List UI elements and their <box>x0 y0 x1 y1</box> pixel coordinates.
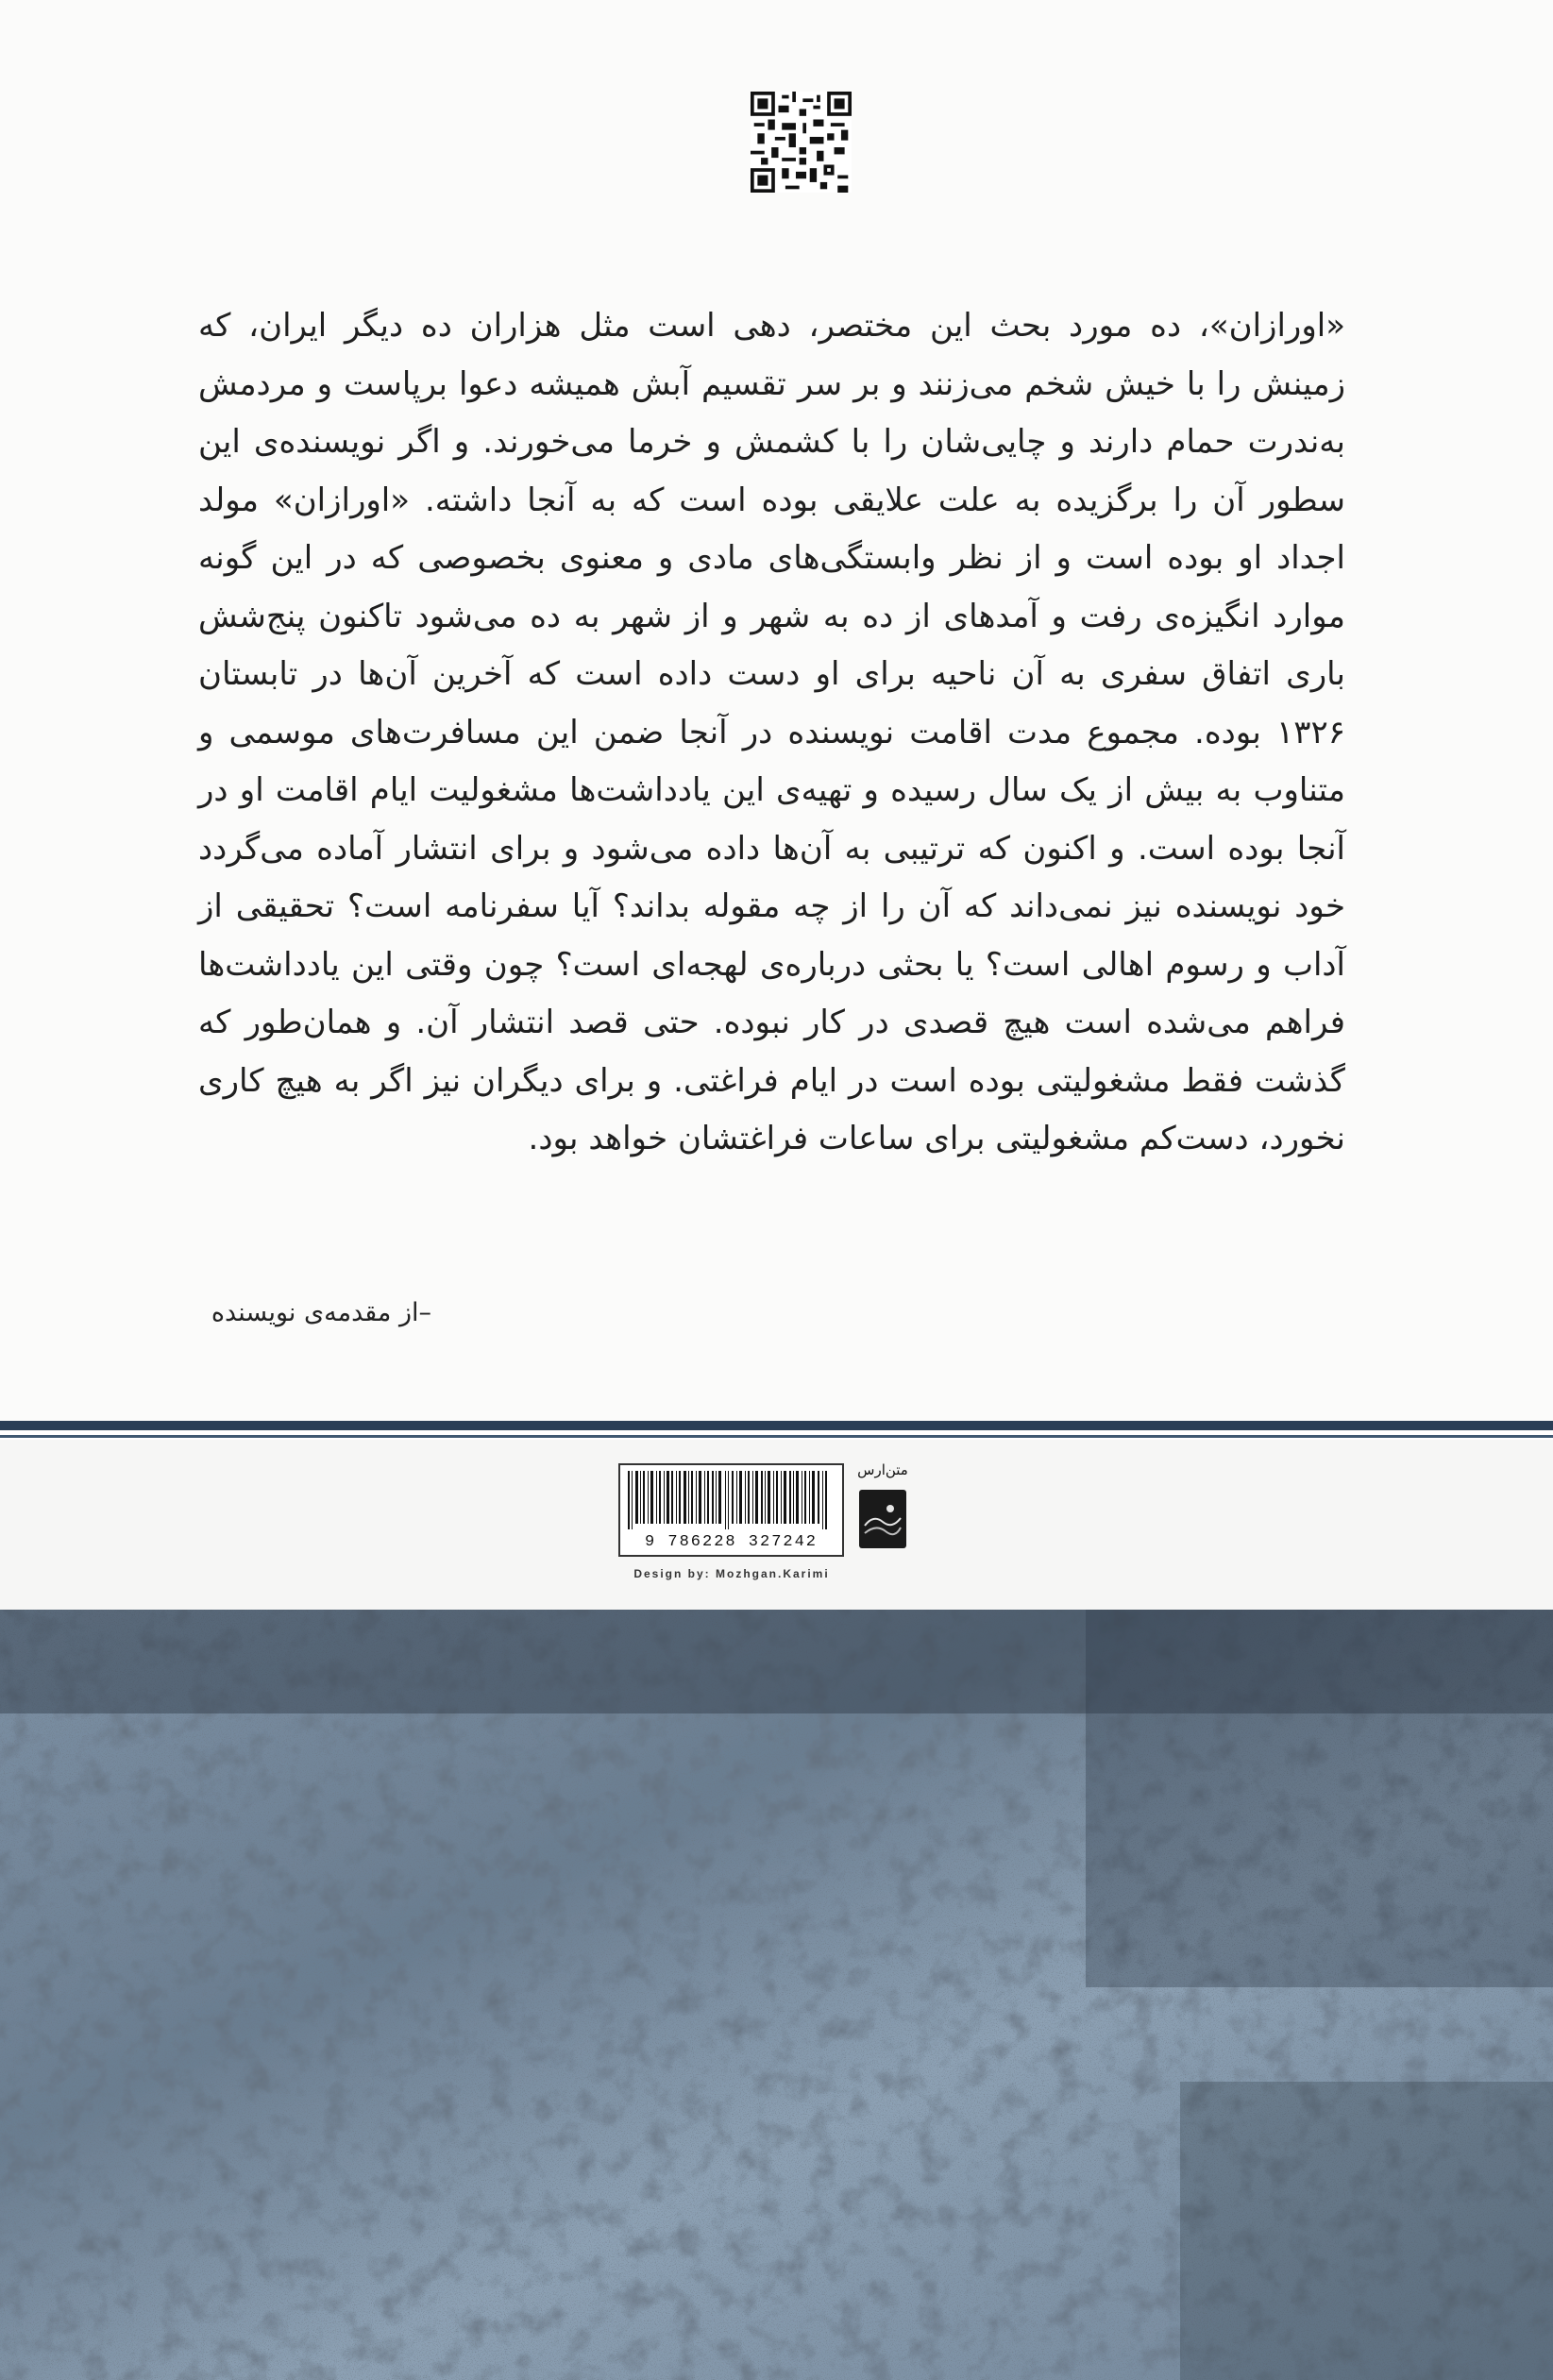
publisher-name: متن‌ارس <box>857 1461 908 1478</box>
divider-line <box>0 1435 1553 1438</box>
publisher-logo-icon <box>859 1490 906 1548</box>
back-cover-blurb: «اورازان»، ده مورد بحث این مختصر، دهی است مثل هزاران ده دیگر ایران، که زمینش را با خیش شخم می‌زنند و بر سر تقسیم آبش همیشه دعوا برپاست و مردمش به‌ندرت حمام دارند و چایی‌شان را با کشمش و خرما می‌خورند. و اگر نویسنده‌ی این سطور آن را برگزیده به علت علایقی بوده است که به آنجا داشته. «اورازان» مولد اجداد او بوده است و از نظر وابستگی‌های مادی و معنوی بخصوصی که در این گونه موارد انگیزه‌ی رفت و آمدهای از ده به شهر و از شهر به ده می‌شود تاکنون پنج‌شش باری اتفاق سفری به آن ناحیه برای او دست داده است که آخرین آن‌ها در تابستان ۱۳۲۶ بوده. مجموع مدت اقامت نویسنده در آنجا ضمن این مسافرت‌های موسمی و متناوب به بیش از یک سال رسیده و تهیه‌ی این یادداشت‌ها مشغولیت ایام اقامت او در آنجا بوده است. و اکنون که ترتیبی به آن‌ها داده می‌شود و برای انتشار آماده می‌گردد خود نویسنده نیز نمی‌داند که آن را از چه مقوله بداند؟ آیا سفرنامه است؟ تحقیقی از آداب و رسوم اهالی است؟ یا بحثی درباره‌ی لهجه‌ای است؟ چون وقتی این یادداشت‌ها فراهم می‌شده است هیچ قصدی در کار نبوده. حتی قصد انتشار آن. و همان‌طور که گذشت فقط مشغولیتی بوده است در ایام فراغتی. و برای دیگران نیز اگر به هیچ کاری نخورد، دست‌کم مشغولیتی برای ساعات فراغتشان خواهد بود. <box>198 307 1345 1157</box>
divider-band <box>0 1421 1553 1430</box>
qr-code-icon <box>751 92 852 193</box>
isbn-number: 9 786228 327242 <box>644 1533 819 1551</box>
textured-background <box>0 1610 1553 2380</box>
designer-credit: Design by: Mozhgan.Karimi <box>633 1567 830 1580</box>
barcode-bars-icon <box>628 1471 831 1529</box>
isbn-barcode <box>618 1463 844 1557</box>
blurb-attribution: –از مقدمه‌ی نویسنده <box>211 1298 431 1327</box>
